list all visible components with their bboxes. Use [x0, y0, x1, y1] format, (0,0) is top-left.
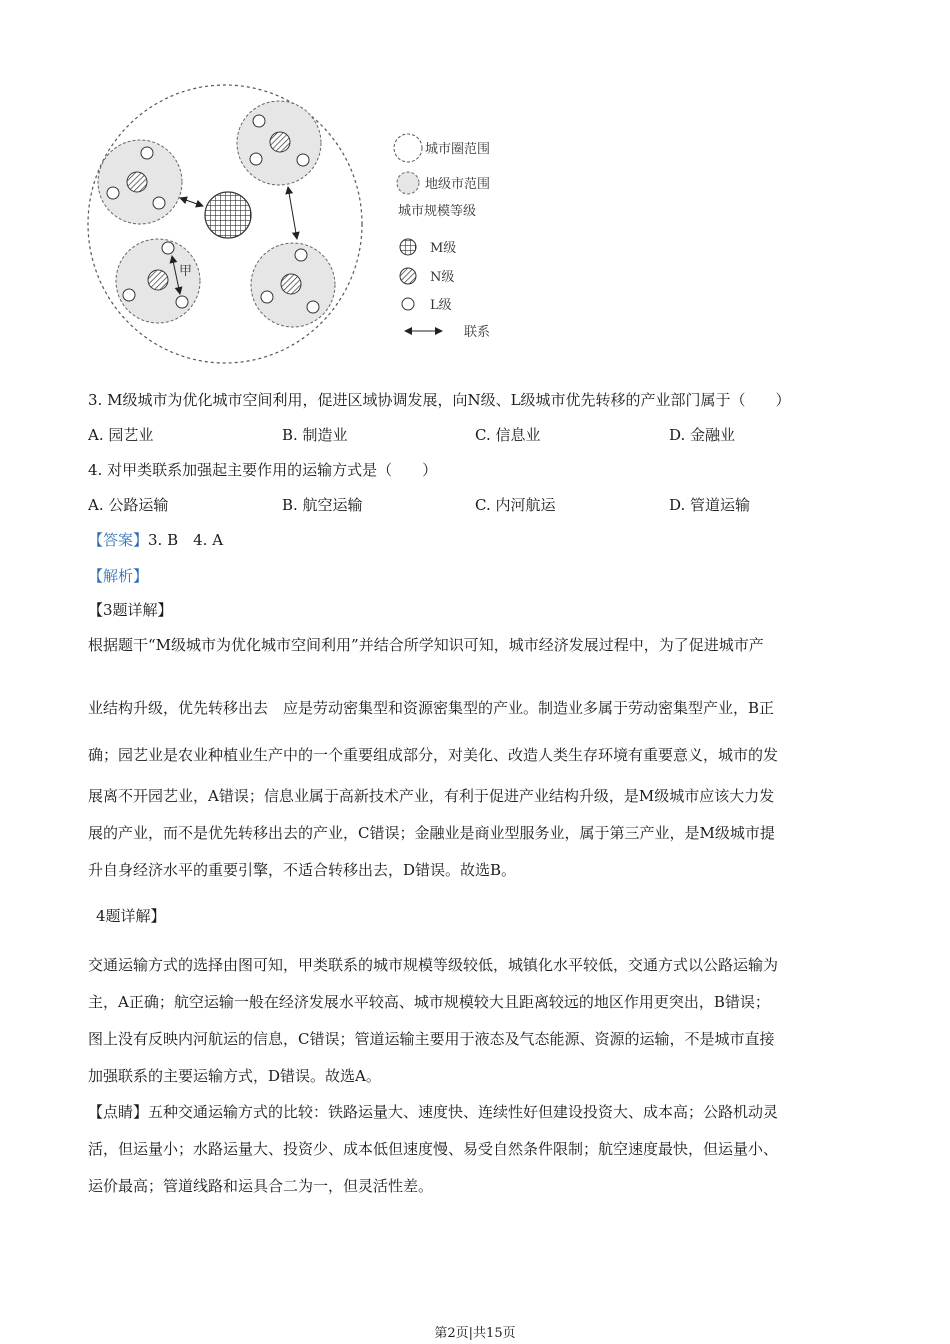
mark-jia: 甲	[179, 264, 193, 279]
analysis-label: 【解析】	[88, 567, 149, 585]
tip-line: 运价最高；管道线路和运具合二为一，但灵活性差。	[88, 1177, 434, 1195]
d3-line: 业结构升级，优先转移出去 应是劳动密集型和资源密集型的产业。制造业多属于劳动密集型产业，B正	[88, 699, 775, 717]
prefecture-bottom-right	[251, 243, 335, 327]
q4-option-b: B. 航空运输	[282, 496, 363, 514]
d4-line: 加强联系的主要运输方式，D错误。故选A。	[88, 1067, 381, 1085]
legend-city-circle: 城市圈范围	[425, 142, 491, 157]
tip-text: 五种交通运输方式的比较：铁路运量大、速度快、连续性好但建设投资大、成本高；公路机动灵	[148, 1103, 779, 1121]
d3-line: 升自身经济水平的重要引擎，不适合转移出去，D错误。故选B。	[88, 861, 517, 879]
m-level-city	[205, 192, 251, 238]
answer-text: 3. B 4. A	[148, 531, 224, 549]
d3-line: 展离不开园艺业，A错误；信息业属于高新技术产业，有利于促进产业结构升级，是M级城市应该大力发	[88, 787, 775, 805]
legend-l-level: L级	[430, 298, 452, 313]
answer-line	[88, 530, 223, 550]
city-circle-diagram	[80, 75, 520, 375]
prefecture-top-left	[98, 140, 182, 224]
legend-scale-title: 城市规模等级	[398, 204, 477, 219]
d3-line: 确；园艺业是农业种植业生产中的一个重要组成部分，对美化、改造人类生存环境有重要意义，城市的发	[88, 746, 779, 764]
legend-link: 联系	[464, 325, 491, 340]
d3-heading: 【3题详解】	[88, 601, 173, 619]
d3-line: 展的产业，而不是优先转移出去的产业，C错误；金融业是商业型服务业，属于第三产业，是M级城市提	[88, 824, 775, 842]
prefecture-top-right	[237, 101, 321, 185]
q3-option-d: D. 金融业	[669, 426, 736, 444]
legend	[394, 134, 490, 340]
d3-line: 根据题干“M级城市为优化城市空间利用”并结合所学知识可知，城市经济发展过程中，为了促进城市产	[88, 636, 764, 654]
legend-m-level: M级	[430, 241, 457, 256]
prefecture-bottom-left	[116, 239, 200, 323]
d4-line: 交通运输方式的选择由图可知，甲类联系的城市规模等级较低，城镇化水平较低，交通方式以公路运输为	[88, 956, 779, 974]
legend-prefecture-range: 地级市范围	[425, 177, 491, 192]
page-footer: 第2页|共15页	[434, 1326, 516, 1341]
link-arrow	[288, 187, 297, 239]
legend-n-level: N级	[430, 270, 455, 285]
tip-line: 活，但运量小；水路运量大、投资少、成本低但速度慢、易受自然条件限制；航空速度最快，但运量小、	[88, 1140, 779, 1158]
q4-stem: 4. 对甲类联系加强起主要作用的运输方式是（ ）	[88, 461, 438, 479]
tip-label: 【点睛】	[88, 1103, 149, 1121]
answer-label: 【答案】	[88, 531, 149, 549]
d4-line: 主，A正确；航空运输一般在经济发展水平较高、城市规模较大且距离较远的地区作用更突出，B错误；	[88, 993, 770, 1011]
d4-line: 图上没有反映内河航运的信息，C错误；管道运输主要用于液态及气态能源、资源的运输，不是城市直接	[88, 1030, 775, 1048]
q4-option-a: A. 公路运输	[88, 496, 169, 514]
d4-heading: 4题详解】	[96, 907, 166, 925]
q3-option-a: A. 园艺业	[88, 426, 154, 444]
q3-option-c: C. 信息业	[475, 426, 541, 444]
q4-option-c: C. 内河航运	[475, 496, 556, 514]
q4-option-d: D. 管道运输	[669, 496, 751, 514]
tip-line	[88, 1102, 778, 1122]
link-arrow	[180, 198, 203, 206]
q3-stem: 3. M级城市为优化城市空间利用，促进区域协调发展，向N级、L级城市优先转移的产业部门属于（ ）	[88, 391, 791, 409]
q3-option-b: B. 制造业	[282, 426, 348, 444]
